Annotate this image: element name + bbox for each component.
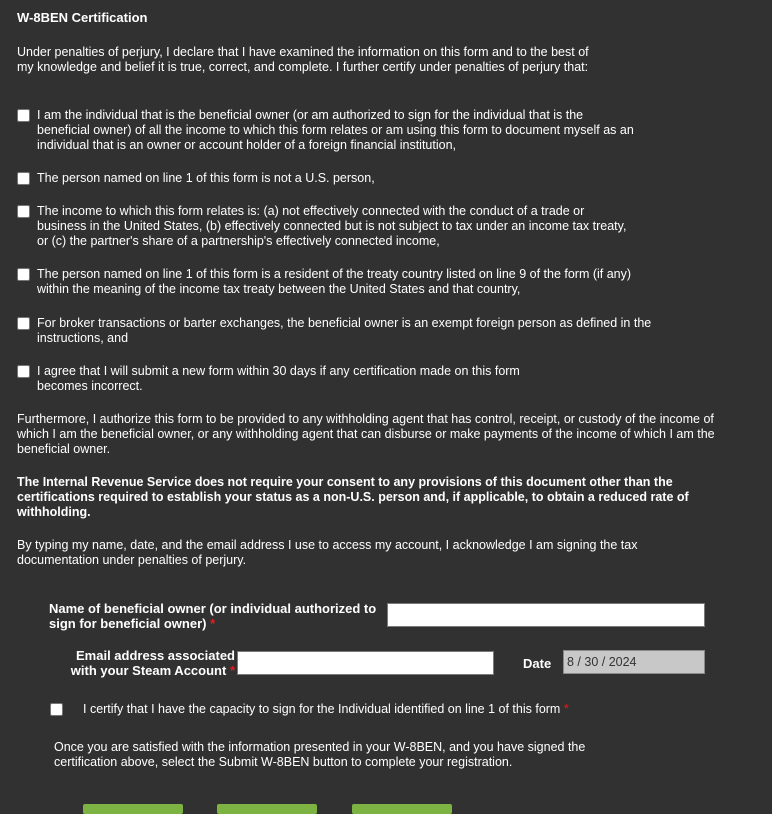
certification-text-2: The person named on line 1 of this form is not a U.S. person, xyxy=(37,171,375,185)
page-title: W-8BEN Certification xyxy=(17,10,148,25)
typing-notice-text: By typing my name, date, and the email address I use to access my account, I acknowledge I am signing the tax documentation under penalties of perjury. xyxy=(17,538,638,567)
certification-text-1: I am the individual that is the beneficial owner (or am authorized to sign for the individual that is the beneficial owner) of all the income to which this form relates or am using this form to document myself as an individual that is an owner or account holder of a foreign financial institution, xyxy=(37,108,634,152)
email-input[interactable] xyxy=(237,651,494,675)
certification-checkbox-2[interactable] xyxy=(17,172,30,185)
name-label-line2: sign for beneficial owner) xyxy=(49,616,207,631)
certification-checkbox-5[interactable] xyxy=(17,317,30,330)
certification-text-6: I agree that I will submit a new form within 30 days if any certification made on this form becomes incorrect. xyxy=(37,364,520,393)
name-label-line1: Name of beneficial owner (or individual authorized to xyxy=(49,601,377,616)
certification-checkbox-3[interactable] xyxy=(17,205,30,218)
name-required-marker: * xyxy=(210,616,216,631)
action-button-2[interactable] xyxy=(217,804,317,814)
furthermore-text: Furthermore, I authorize this form to be provided to any withholding agent that has control, receipt, or custody of the income of which I am the beneficial owner, or any withholding agent that can disburse or make payments of the income of which I am the beneficial owner. xyxy=(17,412,715,456)
irs-notice-text: The Internal Revenue Service does not require your consent to any provisions of this document other than the certifications required to establish your status as a non-U.S. person and, if applicable, to obtain a reduced rate of withholding. xyxy=(17,475,689,519)
certification-item-5 xyxy=(17,316,657,346)
closing-text: Once you are satisfied with the information presented in your W-8BEN, and you have signed the certification above, select the Submit W-8BEN button to complete your registration. xyxy=(54,740,586,769)
action-button-1[interactable] xyxy=(83,804,183,814)
certification-item-4 xyxy=(17,267,647,297)
email-label-line2: with your Steam Account xyxy=(70,663,227,678)
beneficial-owner-name-input[interactable] xyxy=(387,603,705,627)
certification-item-2 xyxy=(17,171,657,186)
email-label-line1: Email address associated xyxy=(76,648,235,663)
certification-item-3 xyxy=(17,204,627,249)
certification-text-4: The person named on line 1 of this form is a resident of the treaty country listed on line 9 of the form (if any) within the meaning of the income tax treaty between the United States and that country, xyxy=(37,267,632,296)
certification-checkbox-1[interactable] xyxy=(17,109,30,122)
certification-item-6 xyxy=(17,364,557,394)
action-button-3[interactable] xyxy=(352,804,452,814)
certification-checkbox-4[interactable] xyxy=(17,268,30,281)
email-label xyxy=(55,648,235,678)
date-input[interactable]: 8 / 30 / 2024 xyxy=(563,650,705,674)
certification-item-1 xyxy=(17,108,637,153)
capacity-required-marker: * xyxy=(563,702,569,716)
name-label xyxy=(49,601,384,631)
certification-checkbox-6[interactable] xyxy=(17,365,30,378)
intro-text: Under penalties of perjury, I declare that I have examined the information on this form and to the best of my knowledge and belief it is true, correct, and complete. I further certify under penalties of perjury that: xyxy=(17,45,589,74)
capacity-label: I certify that I have the capacity to sign for the Individual identified on line 1 of this form xyxy=(83,702,561,716)
capacity-checkbox[interactable] xyxy=(50,703,63,716)
certification-text-3: The income to which this form relates is: (a) not effectively connected with the conduct of a trade or business in the United States, (b) effectively connected but is not subject to tax under an income tax treaty, or (c) the partner's share of a partnership's effectively connected income, xyxy=(37,204,627,248)
email-required-marker: * xyxy=(229,663,235,678)
certification-text-5: For broker transactions or barter exchanges, the beneficial owner is an exempt foreign person as defined in the instructions, and xyxy=(37,316,652,345)
date-label: Date xyxy=(523,656,552,671)
